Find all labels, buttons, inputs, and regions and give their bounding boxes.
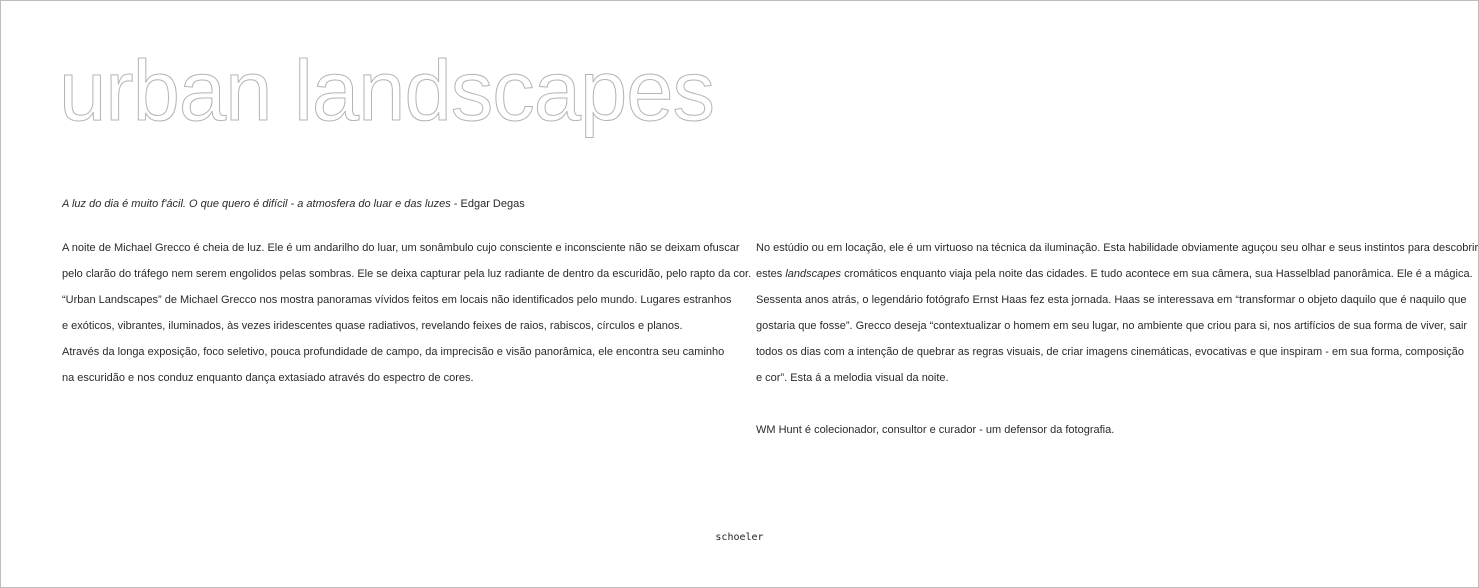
page-title: urban landscapes <box>59 44 715 139</box>
text-segment: cromáticos enquanto viaja pela noite das cidades. E tudo acontece em sua câmera, sua Hasselblad panorâmica. Ele é a mágica. <box>841 268 1473 280</box>
italic-term: landscapes <box>785 268 842 280</box>
quote-text: A luz do dia é muito f'ácil. O que quero é difícil - a atmosfera do luar e das luzes <box>62 198 451 210</box>
text-line: Através da longa exposição, foco seletivo, pouca profundidade de campo, da imprecisão e visão panorâmica, ele encontra seu caminho <box>62 346 725 358</box>
right-text-column <box>756 235 1479 443</box>
text-line: “Urban Landscapes” de Michael Grecco nos mostra panoramas vívidos feitos em locais não identificados pelo mundo. Lugares estranhos <box>62 294 732 306</box>
text-segment: estes <box>756 268 786 280</box>
quote-author: - Edgar Degas <box>450 198 525 210</box>
text-line: Sessenta anos atrás, o legendário fotógrafo Ernst Haas fez esta jornada. Haas se interessava em “transformar o objeto daquilo que é naquilo que <box>756 294 1467 306</box>
text-line: gostaria que fosse”. Grecco deseja “contextualizar o homem em seu lugar, no ambiente que criou para si, nos artifícios de sua forma de viver, sair <box>756 320 1468 332</box>
text-line: No estúdio ou em locação, ele é um virtuoso na técnica da iluminação. Esta habilidade obviamente aguçou seu olhar e seus instintos para descobrir <box>756 242 1479 254</box>
left-text-column <box>62 235 752 391</box>
text-line: pelo clarão do tráfego nem serem engolidos pelas sombras. Ele se deixa capturar pela luz radiante de dentro da escuridão, pelo rapto da cor. <box>62 268 752 280</box>
text-line: na escuridão e nos conduz enquanto dança extasiado através do espectro de cores. <box>62 372 474 384</box>
paragraph-gap <box>756 391 1456 417</box>
text-line: A noite de Michael Grecco é cheia de luz. Ele é um andarilho do luar, um sonâmbulo cujo consciente e inconsciente não se deixam ofuscar <box>62 242 740 254</box>
text-line: e exóticos, vibrantes, iluminados, às vezes iridescentes quase radiativos, revelando feixes de raios, rabiscos, círculos e planos. <box>62 320 683 332</box>
publisher-footer: schoeler <box>715 532 764 543</box>
text-line: todos os dias com a intenção de quebrar as regras visuais, de criar imagens cinemáticas, evocativas e que inspiram - em sua forma, composição <box>756 346 1465 358</box>
text-line: e cor”. Esta á a melodia visual da noite. <box>756 372 949 384</box>
epigraph-quote <box>62 196 525 212</box>
text-line <box>756 261 1473 287</box>
author-signature: WM Hunt é colecionador, consultor e curador - um defensor da fotografia. <box>756 424 1115 436</box>
